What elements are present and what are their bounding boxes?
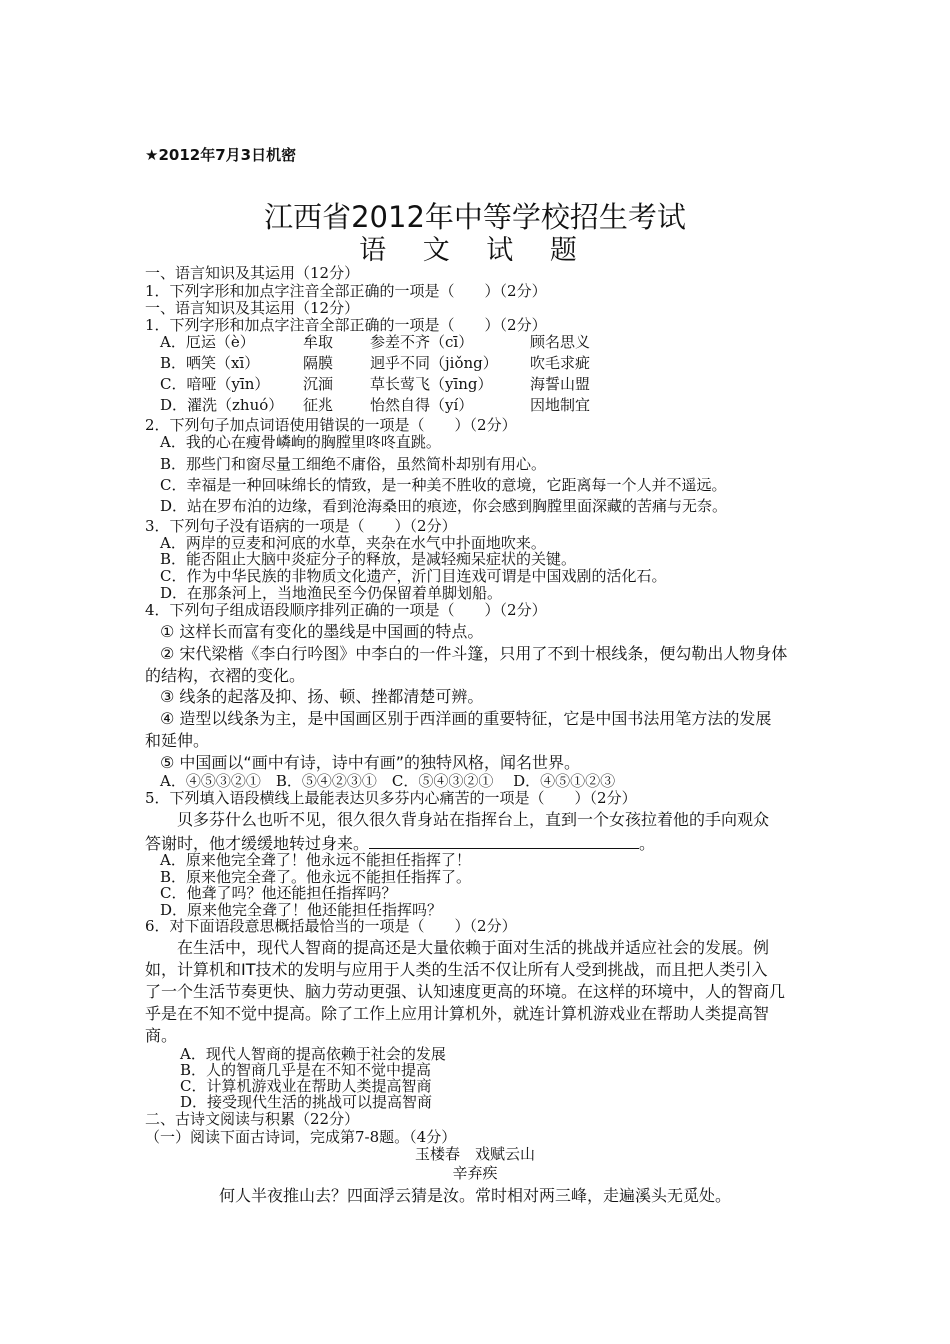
q6-passage-line-3: 了一个生活节奏更快、脑力劳动更强、认知速度更高的环境。在这样的环境中，人的智商几	[145, 982, 786, 1001]
q1-option-c-col3: 草长莺飞（yīng）	[370, 375, 493, 393]
q1-option-d-col2: 征兆	[303, 396, 334, 414]
q3-option-a: A．两岸的豆麦和河底的水草，夹杂在水气中扑面地吹来。	[160, 534, 546, 552]
q2-option-c: C．幸福是一种回味绵长的情致，是一种美不胜收的意境，它距离每一个人并不遥远。	[160, 476, 727, 494]
q1-option-d-col1: D．濯洗（zhuó）	[160, 396, 284, 414]
q5-passage-text: 答谢时，他才缓缓地转过身来。	[145, 834, 370, 853]
q4-sentence-5: ⑤ 中国画以“画中有诗，诗中有画”的独特风格，闻名世界。	[160, 753, 581, 772]
q6-passage-line-4: 乎是在不知不觉中提高。除了工作上应用计算机外，就连计算机游戏业在帮助人类提高智	[145, 1004, 770, 1023]
q1-option-c-col4: 海誓山盟	[530, 375, 591, 393]
poem-author: 辛弃疾	[452, 1164, 498, 1182]
section-1-heading-repeat: 一、语言知识及其运用（12分）	[145, 299, 360, 317]
q5-passage-end: 。	[639, 834, 656, 853]
q4-options: A．④⑤③②① B．⑤④②③① C．⑤④③②① D．④⑤①②③	[160, 772, 616, 790]
section-2-heading: 二、古诗文阅读与积累（22分）	[145, 1110, 360, 1128]
q5-option-a: A．原来他完全聋了！他永远不能担任指挥了！	[160, 851, 471, 869]
question-6-stem: 6．对下面语段意思概括最恰当的一项是（ ）（2分）	[145, 917, 517, 935]
q1-option-d-col4: 因地制宜	[530, 396, 591, 414]
q5-option-b: B．原来他完全聋了。他永远不能担任指挥了。	[160, 868, 472, 886]
q2-option-b: B．那些门和窗尽量工细绝不庸俗，虽然简朴却别有用心。	[160, 455, 547, 473]
q1-option-c-col2: 沉湎	[303, 375, 334, 393]
q1-option-c-col1: C．喑哑（yīn）	[160, 375, 270, 393]
q2-option-a: A．我的心在瘦骨嶙峋的胸膛里咚咚直跳。	[160, 433, 441, 451]
exam-subtitle: 语 文 试 题	[359, 235, 591, 266]
q3-option-b: B．能否阻止大脑中炎症分子的释放，是减轻痴呆症状的关键。	[160, 550, 577, 568]
question-3-stem: 3．下列句子没有语病的一项是（ ）（2分）	[145, 517, 457, 535]
q6-option-a: A．现代人智商的提高依赖于社会的发展	[180, 1045, 446, 1063]
q5-option-d: D．原来他完全聋了！他还能担任指挥吗？	[160, 901, 443, 919]
q1-option-b-col3: 迥乎不同（jiǒng）	[370, 354, 498, 372]
q4-sentence-4: ④ 造型以线条为主，是中国画区别于西洋画的重要特征，它是中国书法用笔方法的发展	[160, 709, 772, 728]
q5-passage-line-1: 贝多芬什么也听不见，很久很久背身站在指挥台上，直到一个女孩拉着他的手向观众	[177, 810, 770, 829]
q6-passage-line-2: 如，计算机和IT技术的发明与应用于人类的生活不仅让所有人受到挑战，而且把人类引入	[145, 960, 768, 979]
question-1-stem-duplicate: 1．下列字形和加点字注音全部正确的一项是（ ）（2分）	[145, 282, 547, 300]
q1-option-a-col1: A．厄运（è）	[160, 333, 255, 351]
q6-option-c: C．计算机游戏业在帮助人类提高智商	[180, 1077, 432, 1095]
q1-option-b-col4: 吹毛求疵	[530, 354, 591, 372]
q4-sentence-2-cont: 的结构，衣褶的变化。	[145, 666, 306, 685]
section-1-heading: 一、语言知识及其运用（12分）	[145, 264, 360, 282]
q5-answer-blank	[369, 834, 639, 849]
section-2-subheading: （一）阅读下面古诗词，完成第7-8题。（4分）	[145, 1128, 457, 1146]
q6-passage-line-5: 商。	[145, 1026, 178, 1045]
q1-option-b-col1: B．哂笑（xī）	[160, 354, 260, 372]
exam-title: 江西省2012年中等学校招生考试	[264, 200, 686, 234]
q6-passage-line-1: 在生活中，现代人智商的提高还是大量依赖于面对生活的挑战并适应社会的发展。例	[177, 938, 770, 957]
poem-line-1: 何人半夜推山去？四面浮云猜是汝。常时相对两三峰，走遍溪头无觅处。	[218, 1186, 731, 1205]
q6-option-b: B．人的智商几乎是在不知不觉中提高	[180, 1061, 432, 1079]
question-1-stem: 1．下列字形和加点字注音全部正确的一项是（ ）（2分）	[145, 316, 547, 334]
question-4-stem: 4．下列句子组成语段顺序排列正确的一项是（ ）（2分）	[145, 601, 547, 619]
confidential-date: ★2012年7月3日机密	[145, 146, 297, 164]
poem-title: 玉楼春 戏赋云山	[414, 1145, 535, 1163]
q1-option-a-col4: 顾名思义	[530, 333, 591, 351]
q5-option-c: C．他聋了吗？他还能担任指挥吗？	[160, 884, 397, 902]
q5-passage-line-2	[145, 834, 655, 852]
q1-option-a-col3: 参差不齐（cī）	[370, 333, 474, 351]
q4-sentence-1: ① 这样长而富有变化的墨线是中国画的特点。	[160, 622, 484, 641]
q4-sentence-3: ③ 线条的起落及抑、扬、顿、挫都清楚可辨。	[160, 687, 484, 706]
q4-sentence-2: ② 宋代梁楷《李白行吟图》中李白的一件斗篷，只用了不到十根线条，便勾勒出人物身体	[160, 644, 788, 663]
q1-option-d-col3: 怡然自得（yí）	[370, 396, 474, 414]
q1-option-a-col2: 牟取	[303, 333, 334, 351]
q6-option-d: D．接受现代生活的挑战可以提高智商	[180, 1093, 433, 1111]
q3-option-d: D．在那条河上，当地渔民至今仍保留着单脚划船。	[160, 584, 503, 602]
q3-option-c: C．作为中华民族的非物质文化遗产，沂门目连戏可谓是中国戏剧的活化石。	[160, 567, 667, 585]
question-2-stem: 2．下列句子加点词语使用错误的一项是（ ）（2分）	[145, 416, 517, 434]
q1-option-b-col2: 隔膜	[303, 354, 334, 372]
question-5-stem: 5．下列填入语段横线上最能表达贝多芬内心痛苦的一项是（ ）（2分）	[145, 789, 637, 807]
q2-option-d: D．站在罗布泊的边缘，看到沧海桑田的痕迹，你会感到胸膛里面深藏的苦痛与无奈。	[160, 497, 728, 515]
q4-sentence-4-cont: 和延伸。	[145, 731, 210, 750]
